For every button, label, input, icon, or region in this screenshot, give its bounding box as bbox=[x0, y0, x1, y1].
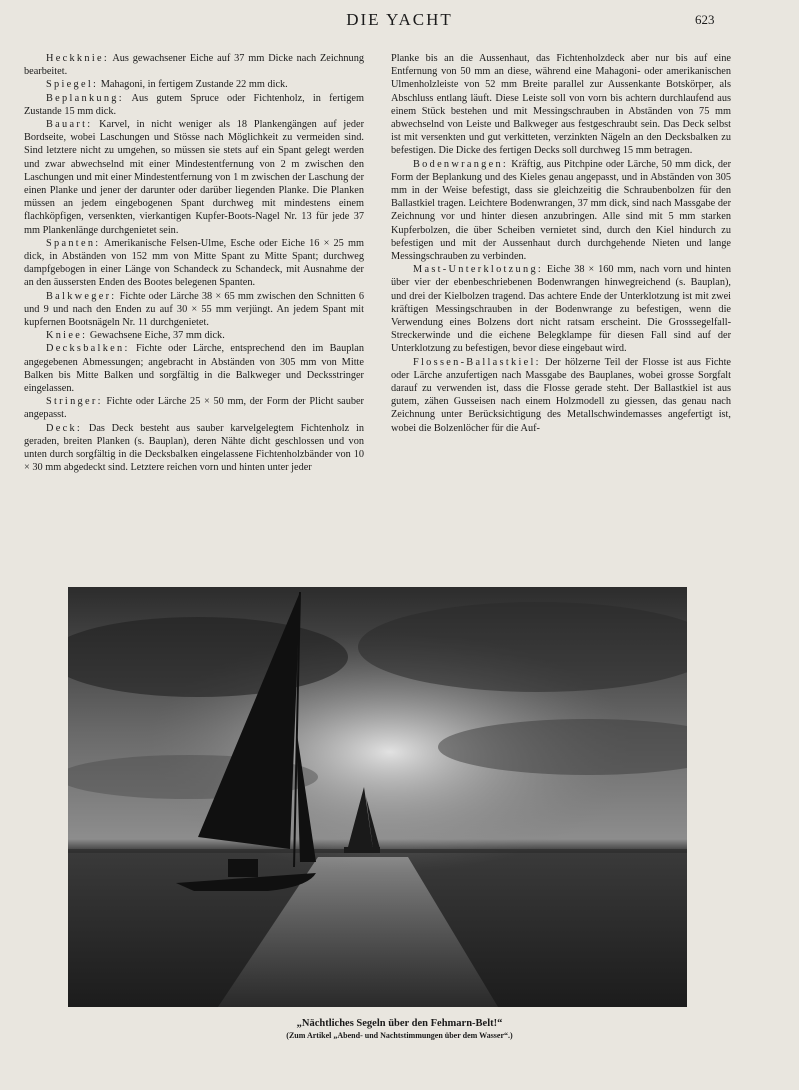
paragraph-beplankung: Beplankung: Aus gutem Spruce oder Fichtenholz, in fertigem Zustande 15 mm dick. bbox=[24, 92, 364, 117]
paragraph-bauart: Bauart: Karvel, in nicht weniger als 18 Plankengängen auf jeder Bordseite, wobei Laschungen und Stösse nach Möglichkeit zu vermeiden sind. Sind letztere nicht zu umgehen, so müssen sie stets auf ein Spant gelegt werden und zwar abwechselnd mit einer Mindestentfernung von 2 m zwischen den Laschungen und mit einer Mindestentfernung von 1 m zwischen der Laschung der einen Planke und jener der darunter oder darüber liegenden Planke. Die Planken müssen an jedem eingebogenen Spant durchweg mit mindestens einem flachköpfigen, versenkten, vierkantigen Kupfer-Boots-Nagel Nr. 13 für jede 37 mm Plankenlänge durchgenietet sein. bbox=[24, 119, 364, 236]
right-text-column bbox=[391, 52, 731, 435]
paragraph-deck: Deck: Das Deck besteht aus sauber karvelgelegtem Fichtenholz in geraden, breiten Planken (s. Bauplan), deren Nähte dicht geschlossen und von unten durch sorgfältig in die Decksbalken eingelassene Fichtenholzbänder von 10 × 30 mm abgedeckt sind. Letztere reichen vorn und hinten unter jeder bbox=[24, 422, 364, 474]
sailboats-at-night-photo bbox=[68, 587, 687, 1007]
paragraph-spiegel: Spiegel: Mahagoni, in fertigem Zustande 22 mm dick. bbox=[46, 79, 288, 91]
paragraph-stringer: Stringer: Fichte oder Lärche 25 × 50 mm, der Form der Plicht sauber angepasst. bbox=[24, 396, 364, 421]
caption-title: „Nächtliches Segeln über den Fehmarn-Belt!“ bbox=[296, 1018, 503, 1029]
paragraph-mast-unterklotzung: Mast-Unterklotzung: Eiche 38 × 160 mm, nach vorn und hinten über vier der ebenbeschriebenen Bodenwrangen hinwegreichend (s. Bauplan), und drei der Kielbolzen tragend. Das achtere Ende der Unterklotzung ist mit zwei kräftigen Messingschrauben in der Bodenwrange zu befestigen, wenn die Verwendung eines Bolzens dort nicht ratsam erscheint. Die Grosssegelfall-Streckerwinde und die eichene Belegklampe für diesen Fall sind auf der Unterklotzung zu befestigen, bevor diese eingebaut wird. bbox=[391, 264, 731, 355]
paragraph-deck-continued: Planke bis an die Aussenhaut, das Fichtenholzdeck aber nur bis auf eine Entfernung von 50 mm an diese, während eine Mahagoni- oder amerikanischen Ulmenholzleiste von 52 mm Breite parallel zur Aussenkante Botskörper, als Abschluss entlang läuft. Diese Leiste soll von vorn bis achtern durchlaufend aus einem Stück bestehen und mit Messingschrauben in Abständen von 75 mm abwechselnd von Leiste und Balkweger aus festgeschraubt sein. Das Deck selbst ist mit versenkten und gut verkitteten, verzinkten Nägeln an den Decksbalken zu befestigen. Die Dicke des fertigen Decks soll durchweg 15 mm betragen. bbox=[391, 53, 731, 157]
paragraph-bodenwrangen: Bodenwrangen: Kräftig, aus Pitchpine oder Lärche, 50 mm dick, der Form der Beplankung und des Kieles genau angepasst, und in Abständen von 305 mm in der Weise befestigt, dass sie gleichzeitig die Schraubenbolzen für den Ballastkiel tragen. Leichtere Bodenwrangen, 37 mm dick, sind nach Massgabe der Zeichnung vor und hinter diesen anzubringen. Alle sind mit 5 mm starken Kupferbolzen, die über Scheiben vernietet sind, durch den Kiel hindurch zu befestigen und mit der Aussenhaut durch durchgehende Nieten und lange Messingschrauben zu verbinden. bbox=[391, 158, 731, 263]
running-header-title: DIE YACHT bbox=[346, 10, 453, 29]
paragraph-heckknie: Heckknie: Aus gewachsener Eiche auf 37 mm Dicke nach Zeichnung bearbeitet. bbox=[24, 53, 364, 78]
caption-reference: (Zum Artikel „Abend- und Nachtstimmungen über dem Wasser“.) bbox=[286, 1031, 513, 1040]
paragraph-flossen-ballastkiel: Flossen-Ballastkiel: Der hölzerne Teil der Flosse ist aus Fichte oder Lärche anzufertigen nach Massgabe des Bauplanes, wobei grosse Sorgfalt darauf zu verwenden ist, dass die Flosse gerade steht. Der Ballastkiel ist aus gutem, zähen Gusseisen nach einem Holzmodell zu giessen, das genau nach Zeichnung unter Berücksichtigung des Metallschwindemasses angefertigt ist, wobei die Bolzenlöcher für die Auf- bbox=[391, 356, 731, 434]
paragraph-spanten: Spanten: Amerikanische Felsen-Ulme, Esche oder Eiche 16 × 25 mm dick, in Abständen von 152 mm von Mitte Spant zu Mitte Spant; durchweg dampfgebogen in einer Länge von Schandeck zu Schandeck, mit Ausnahme der an den äussersten Enden des Bootes belegenen Spanten. bbox=[24, 237, 364, 289]
photo-illustration bbox=[68, 587, 687, 1007]
photo-caption bbox=[0, 1018, 799, 1040]
page-number: 623 bbox=[695, 12, 715, 27]
paragraph-decksbalken: Decksbalken: Fichte oder Lärche, entsprechend den im Bauplan angegebenen Abmessungen; angebracht in Abständen von 305 mm von Mitte Balken bis Mitte Balken und sorgfältig in die Balkweger und Decksstringer eingelassen. bbox=[24, 343, 364, 395]
paragraph-kniee: Kniee: Gewachsene Eiche, 37 mm dick. bbox=[46, 330, 225, 342]
paragraph-balkweger: Balkweger: Fichte oder Lärche 38 × 65 mm zwischen den Schnitten 6 und 9 und nach den Enden zu auf 30 × 55 mm verjüngt. An jedem Spant mit kupfernen Bootsnägeln Nr. 11 durchgenietet. bbox=[24, 290, 364, 329]
left-text-column bbox=[24, 52, 364, 475]
